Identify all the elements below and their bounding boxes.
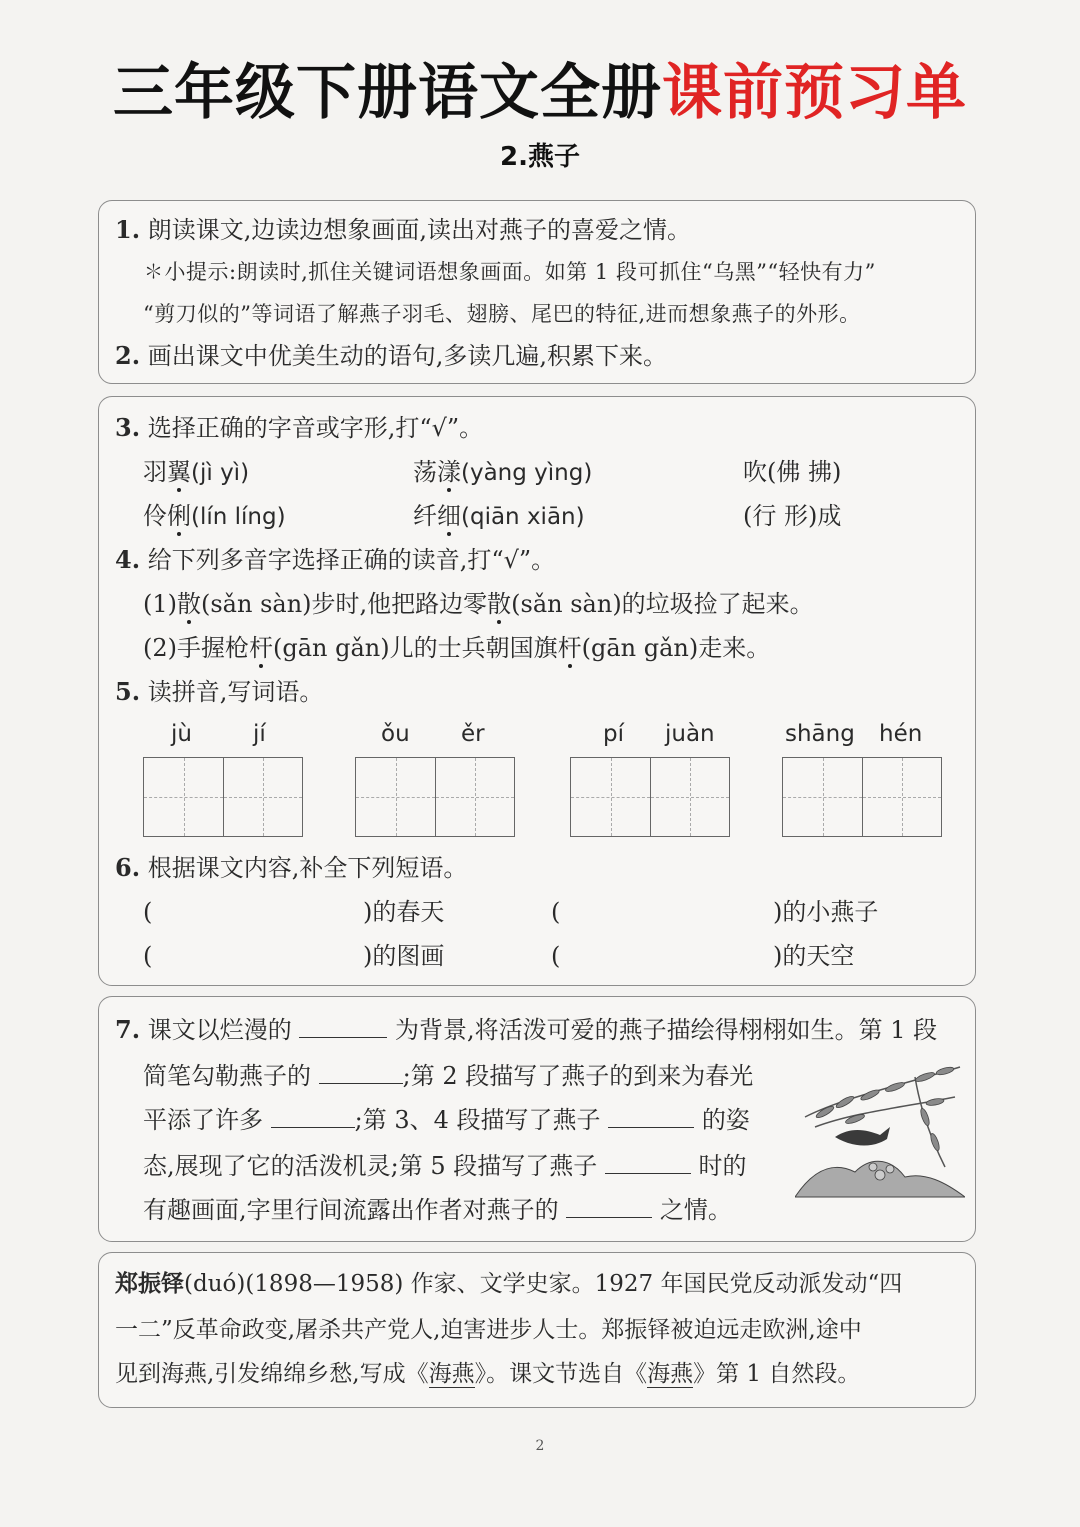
q3-item: 伶俐(lín líng) [143, 502, 286, 530]
question-4: 4. 给下列多音字选择正确的读音,打“√”。 [115, 545, 556, 574]
section-reading [98, 200, 976, 384]
writing-grid[interactable] [782, 757, 942, 837]
q4-line-2: (2)手握枪杆(gān gǎn)儿的士兵朝国旗杆(gān gǎn)走来。 [143, 634, 771, 662]
phrase-open: ( [551, 942, 561, 970]
author-line-1: 郑振铎(duó)(1898—1958) 作家、文学史家。1927 年国民党反动派发动“四 [115, 1270, 903, 1297]
section-author [98, 1252, 976, 1408]
writing-grid[interactable] [355, 757, 515, 837]
pinyin-label: jí [253, 721, 266, 747]
title-black: 三年级下册语文全册 [113, 58, 662, 128]
author-line-2: 一二”反革命政变,屠杀共产党人,迫害进步人士。郑振铎被迫远走欧洲,途中 [115, 1317, 862, 1343]
pinyin-label: juàn [665, 721, 715, 747]
author-name: 郑振铎 [115, 1270, 184, 1297]
phrase-close: )的春天 [363, 898, 445, 926]
tip-line-1: ✽小提示:朗读时,抓住关键词语想象画面。如第 1 段可抓住“乌黑”“轻快有力” [143, 260, 876, 284]
q3-item: 荡漾(yàng yìng) [413, 458, 593, 486]
phrase-close: )的天空 [773, 942, 855, 970]
phrase-open: ( [551, 898, 561, 926]
pinyin-label: hén [879, 721, 923, 747]
phrase-close: )的图画 [363, 942, 445, 970]
pinyin-label: pí [603, 721, 624, 747]
phrase-close: )的小燕子 [773, 898, 879, 926]
section-words [98, 396, 976, 986]
pinyin-label: jù [171, 721, 192, 747]
q4-line-1: (1)散(sǎn sàn)步时,他把路边零散(sǎn sàn)的垃圾捡了起来。 [143, 590, 814, 618]
q7-line-3: 平添了许多 ;第 3、4 段描写了燕子 的姿 [143, 1106, 750, 1134]
q3-item: 羽翼(jì yì) [143, 458, 250, 486]
question-2: 2. 画出课文中优美生动的语句,多读几遍,积累下来。 [115, 341, 667, 370]
pinyin-label: shāng [785, 721, 855, 747]
author-line-3: 见到海燕,引发绵绵乡愁,写成《海燕》。课文节选自《海燕》第 1 自然段。 [115, 1361, 861, 1387]
lesson-title: 2.燕子 [500, 142, 580, 172]
q7-line-4: 态,展现了它的活泼机灵;第 5 段描写了燕子 时的 [143, 1152, 747, 1180]
q3-item: 吹(佛 拂) [743, 458, 842, 486]
page-title [0, 58, 1080, 128]
phrase-open: ( [143, 942, 153, 970]
title-red: 课前预习单 [662, 58, 967, 128]
question-6: 6. 根据课文内容,补全下列短语。 [115, 853, 468, 882]
question-5: 5. 读拼音,写词语。 [115, 677, 324, 706]
swallow-illustration [795, 1057, 965, 1207]
pinyin-label: ǒu [381, 721, 410, 747]
q7-line-5: 有趣画面,字里行间流露出作者对燕子的 之情。 [143, 1196, 732, 1224]
pinyin-label: ěr [461, 721, 485, 747]
q3-item: 纤细(qiān xiān) [413, 502, 585, 530]
question-3: 3. 选择正确的字音或字形,打“√”。 [115, 413, 484, 442]
question-1: 1. 朗读课文,边读边想象画面,读出对燕子的喜爱之情。 [115, 215, 691, 244]
q7-line-2: 简笔勾勒燕子的 ;第 2 段描写了燕子的到来为春光 [143, 1062, 754, 1090]
page-number: 2 [535, 1438, 545, 1454]
phrase-open: ( [143, 898, 153, 926]
tip-line-2: “剪刀似的”等词语了解燕子羽毛、翅膀、尾巴的特征,进而想象燕子的外形。 [143, 302, 861, 326]
q7-line-1: 7. 课文以烂漫的 为背景,将活泼可爱的燕子描绘得栩栩如生。第 1 段 [115, 1015, 938, 1044]
q3-item: (行 形)成 [743, 502, 842, 530]
writing-grid[interactable] [143, 757, 303, 837]
section-summary [98, 996, 976, 1242]
writing-grid[interactable] [570, 757, 730, 837]
